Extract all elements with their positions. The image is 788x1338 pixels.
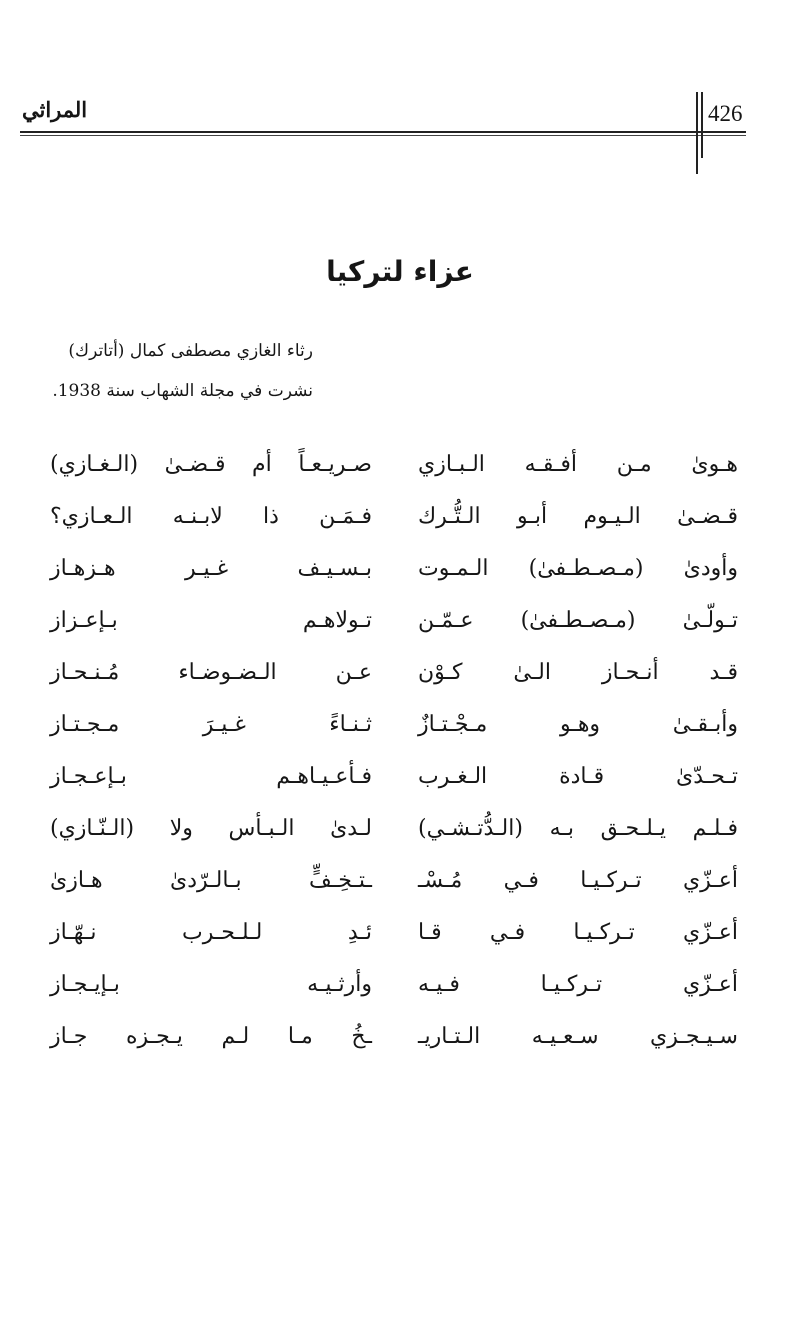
verse-ajuz: فـمَـن ذا لابـنـه الـعـازي؟ <box>50 504 372 529</box>
verse-ajuz: فـأعـيـاهـم بـإعـجـاز <box>50 764 372 789</box>
verse <box>0 965 788 1005</box>
verse <box>0 497 788 537</box>
header-vertical-rule-1 <box>696 92 698 174</box>
verse-sadr: وأودىٰ (مـصـطـفىٰ) الـمـوت <box>418 556 738 581</box>
verse <box>0 757 788 797</box>
verse-ajuz: تـولاهـم بـإعـزاز <box>50 608 372 633</box>
page-number: 426 <box>708 101 743 126</box>
verse <box>0 653 788 693</box>
verse-sadr: تـحـدّىٰ قـادة الـغـرب <box>418 764 738 789</box>
verse <box>0 809 788 849</box>
verse-sadr: أعـزّي تـركـيـا فـي مُـسْـ <box>418 868 738 893</box>
verse-sadr: فـلـم يـلـحـق بـه (الـدُّتـشـي) <box>418 816 738 841</box>
verse <box>0 1017 788 1057</box>
verse-sadr: سـيـجـزي سـعـيـه الـتـاريـ <box>418 1024 738 1049</box>
verse-ajuz: وأرثـيـه بـإيـجـاز <box>50 972 372 997</box>
verse <box>0 445 788 485</box>
verse-ajuz: ئـدِ لـلـحـرب نـهّـاز <box>50 920 372 945</box>
verse <box>0 913 788 953</box>
verse-ajuz: ـتـخِـفٍّ بـالـرّدىٰ هـازىٰ <box>50 868 372 893</box>
verse <box>0 705 788 745</box>
verse-sadr: تـولّـىٰ (مـصـطـفىٰ) عـمّـن <box>418 608 738 633</box>
running-title: المراثي <box>22 97 88 122</box>
verse-sadr: أعـزّي تـركـيـا فـيـه <box>418 972 738 997</box>
verse-ajuz: صـريـعـاً أم قـضـىٰ (الـغـازي) <box>50 452 372 477</box>
poem-subtitle: رثاء الغازي مصطفى كمال (أتاترك) <box>68 341 313 361</box>
publication-note: نشرت في مجلة الشهاب سنة 1938. <box>52 381 313 401</box>
verse-sadr: هـوىٰ مـن أفـقـه الـبـازي <box>418 452 738 477</box>
verse <box>0 601 788 641</box>
poem-title: عزاء لتركيا <box>326 255 474 288</box>
header-rule-thick <box>20 131 746 133</box>
verse-sadr: أعـزّي تـركـيـا فـي قـا <box>418 920 738 945</box>
verse-sadr: وأبـقـىٰ وهـو مـجْـتـازٌ <box>418 712 738 737</box>
verse-ajuz: ثـنـاءً غـيـرَ مـجـتـاز <box>50 712 372 737</box>
header-rule-thin <box>20 135 746 136</box>
verse-sadr: قـد أنـحـاز الـىٰ كـوْن <box>418 660 738 685</box>
verse-ajuz: عـن الـضـوضـاء مُـنـحـاز <box>50 660 372 685</box>
verse-ajuz: لـدىٰ الـبـأس ولا (الـنّـازي) <box>50 816 372 841</box>
verse <box>0 861 788 901</box>
verse-ajuz: ـخُ مـا لـم يـجـزه جـاز <box>50 1024 372 1049</box>
verse-ajuz: بـسـيـف غـيـر هـزهـاز <box>50 556 372 581</box>
verse-sadr: قـضـىٰ الـيـوم أبـو الـتُّـرك <box>418 504 738 529</box>
header-vertical-rule-2 <box>701 92 703 158</box>
verse <box>0 549 788 589</box>
